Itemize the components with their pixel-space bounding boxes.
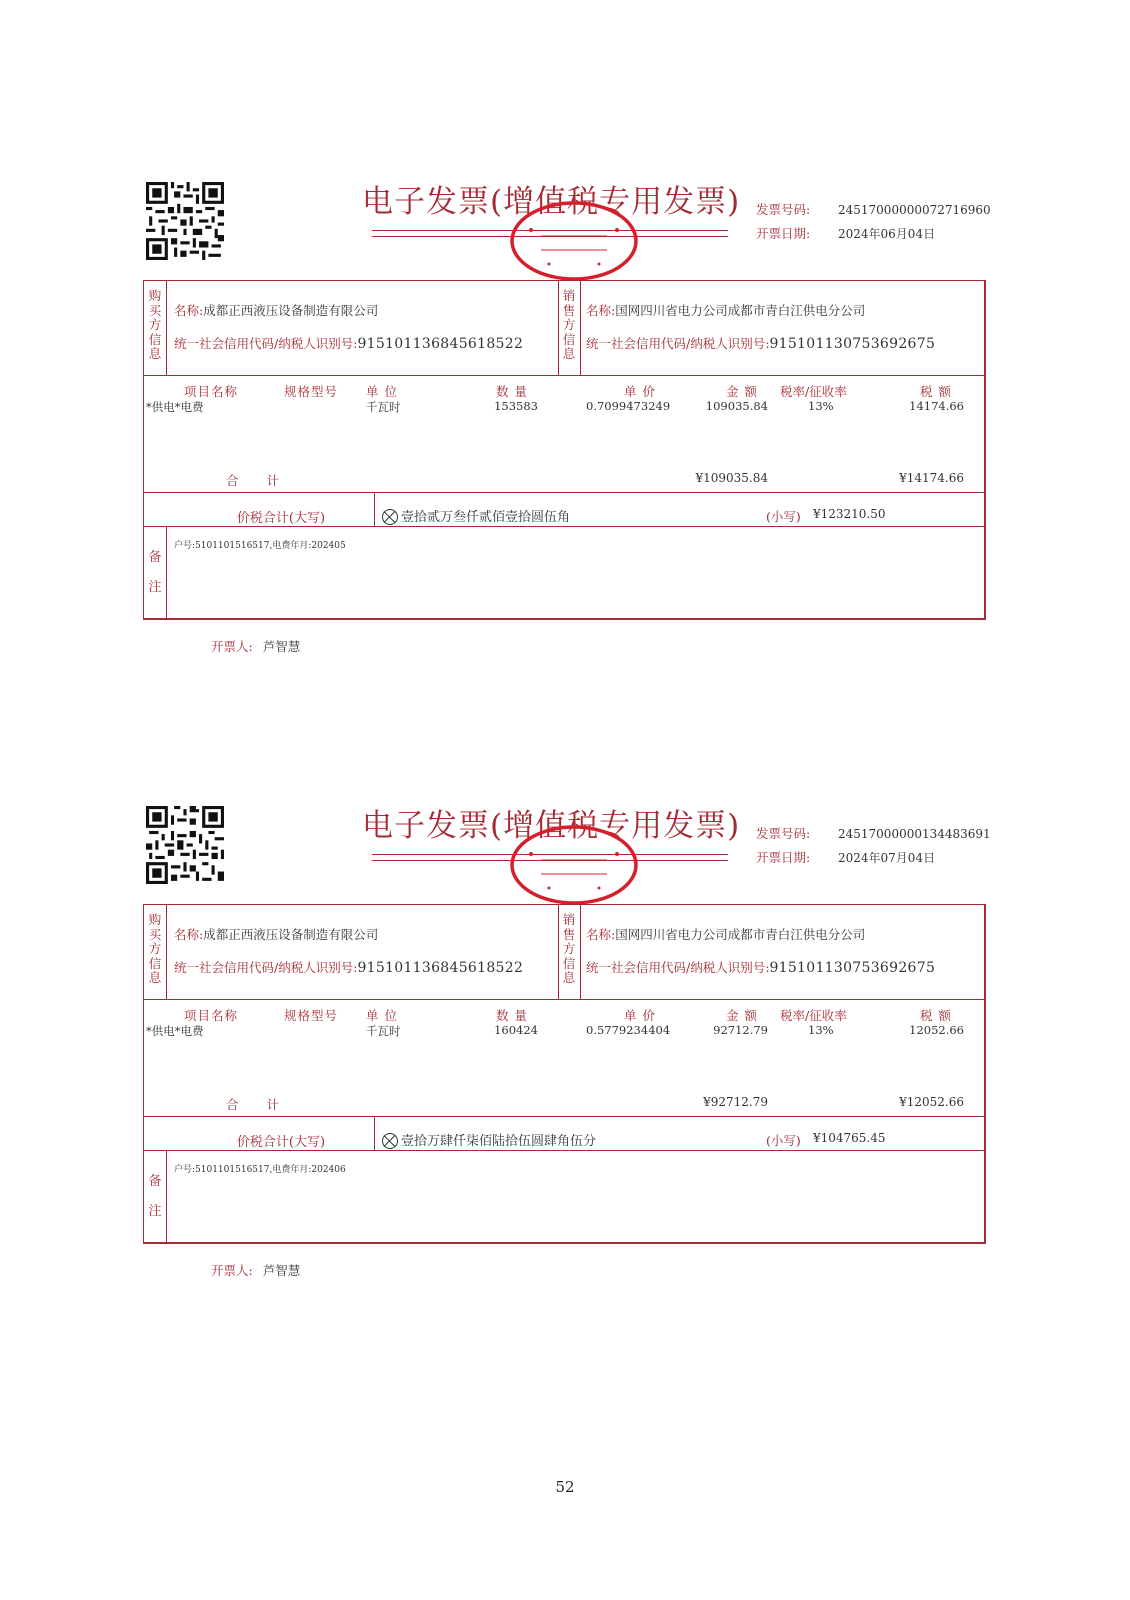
item-price: 0.5779234404 [586,1023,671,1037]
invoice-number [756,824,991,842]
drawer-name: 芦智慧 [262,639,301,654]
header-tax: 税 额 [920,384,952,399]
invoice-2 [0,806,1130,1286]
item-unit: 千瓦时 [366,1024,401,1038]
invoice-number-value: 24517000000072716960 [838,203,991,217]
invoice-table [143,904,986,1244]
item-price: 0.7099473249 [586,399,671,413]
cross-circle-icon [382,509,398,525]
header-unit: 单 位 [366,1008,398,1023]
cross-circle-icon [382,1133,398,1149]
item-rate: 13% [808,399,834,413]
invoice-number [756,200,991,218]
item-amount: 92712.79 [713,1023,768,1037]
tax-seal-icon [509,824,639,906]
header-item-name: 项目名称 [184,1008,239,1023]
invoice-table [143,280,986,620]
header-spec: 规格型号 [284,1008,339,1023]
header-amount: 金 额 [726,384,758,399]
header-price: 单 价 [624,1008,656,1023]
sum-tax: ¥14174.66 [899,471,964,485]
seller-tax-id: 统一社会信用代码/纳税人识别号:915101130753692675 [586,336,936,352]
item-unit: 千瓦时 [366,400,401,414]
total-label: 价税合计(大写) [236,1135,326,1150]
total-small-value: ¥123210.50 [813,507,886,521]
item-rate: 13% [808,1023,834,1037]
item-qty: 160424 [494,1023,538,1037]
qr-code-icon [146,182,224,260]
invoice-title: 电子发票(增值税专用发票) [362,808,741,844]
drawer-name: 芦智慧 [262,1263,301,1278]
invoice-date-value: 2024年06月04日 [838,227,936,241]
invoice-number-label: 发票号码: [756,202,811,217]
item-qty: 153583 [494,399,538,413]
remark-text: 户号:5101101516517,电费年月:202405 [174,541,346,551]
total-small-label: (小写) [766,1133,801,1148]
sum-tax: ¥12052.66 [899,1095,964,1109]
seller-side-label: 销 售 方 信 息 [562,288,576,361]
header-unit: 单 位 [366,384,398,399]
buyer-name: 名称:成都正西液压设备制造有限公司 [174,927,379,942]
header-qty: 数 量 [496,1008,528,1023]
invoice-date-label: 开票日期: [756,850,811,865]
remark-label: 备 注 [148,1174,162,1219]
header-price: 单 价 [624,384,656,399]
invoice-title: 电子发票(增值税专用发票) [362,184,741,220]
item-amount: 109035.84 [705,399,768,413]
drawer [211,637,300,655]
drawer-label: 开票人: [211,1263,253,1278]
invoice-1 [0,182,1130,662]
buyer-name: 名称:成都正西液压设备制造有限公司 [174,303,379,318]
header-amount: 金 额 [726,1008,758,1023]
item-name: *供电*电费 [146,400,204,414]
invoice-date [756,224,935,242]
invoice-number-value: 24517000000134483691 [838,827,991,841]
sum-label: 合计 [226,1097,308,1112]
item-tax: 12052.66 [909,1023,964,1037]
seller-tax-id: 统一社会信用代码/纳税人识别号:915101130753692675 [586,960,936,976]
item-tax: 14174.66 [909,399,964,413]
invoice-number-label: 发票号码: [756,826,811,841]
header-rate: 税率/征收率 [780,1008,847,1023]
buyer-side-label: 购 买 方 信 息 [148,288,162,361]
total-uppercase: 壹拾万肆仟柒佰陆拾伍圆肆角伍分 [382,1130,596,1149]
page-number: 52 [555,1478,575,1496]
qr-code-icon [146,806,224,884]
buyer-tax-id: 统一社会信用代码/纳税人识别号:915101136845618522 [174,960,524,976]
sum-amount: ¥92712.79 [703,1095,768,1109]
invoice-date-label: 开票日期: [756,226,811,241]
invoice-date [756,848,935,866]
header-qty: 数 量 [496,384,528,399]
total-label: 价税合计(大写) [236,511,326,526]
remark-label: 备 注 [148,550,162,595]
drawer [211,1261,300,1279]
header-spec: 规格型号 [284,384,339,399]
seller-side-label: 销 售 方 信 息 [562,912,576,985]
total-uppercase: 壹拾贰万叁仟贰佰壹拾圆伍角 [382,506,570,525]
seller-name: 名称:国网四川省电力公司成都市青白江供电分公司 [586,303,866,318]
total-small-label: (小写) [766,509,801,524]
header-item-name: 项目名称 [184,384,239,399]
invoice-date-value: 2024年07月04日 [838,851,936,865]
seller-name: 名称:国网四川省电力公司成都市青白江供电分公司 [586,927,866,942]
sum-amount: ¥109035.84 [695,471,768,485]
buyer-tax-id: 统一社会信用代码/纳税人识别号:915101136845618522 [174,336,524,352]
buyer-side-label: 购 买 方 信 息 [148,912,162,985]
header-tax: 税 额 [920,1008,952,1023]
header-rate: 税率/征收率 [780,384,847,399]
item-name: *供电*电费 [146,1024,204,1038]
total-small-value: ¥104765.45 [813,1131,886,1145]
tax-seal-icon [509,200,639,282]
sum-label: 合计 [226,473,308,488]
drawer-label: 开票人: [211,639,253,654]
remark-text: 户号:5101101516517,电费年月:202406 [174,1165,346,1175]
